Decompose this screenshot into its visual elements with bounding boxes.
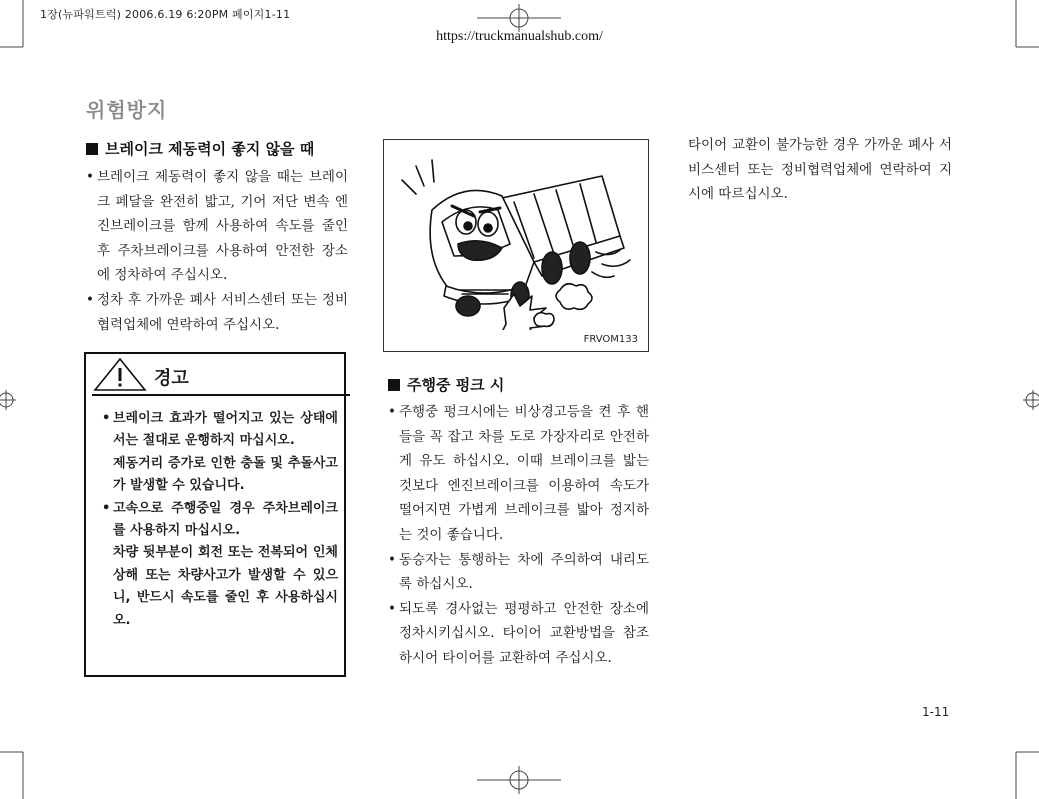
warning-item-detail: 제동거리 증가로 인한 충돌 및 추돌사고가 발생할 수 있습니다.: [113, 455, 338, 494]
warning-header: [92, 358, 338, 394]
warning-item-text: 고속으로 주행중일 경우 주차브레이크를 사용하지 마십시오.: [113, 500, 338, 539]
warning-box: [84, 352, 346, 677]
list-item: • 동승자는 통행하는 차에 주의하여 내리도록 하십시오.: [388, 548, 649, 597]
warning-divider: [92, 394, 350, 396]
list-item: • 주행중 펑크시에는 비상경고등을 켠 후 핸들을 꼭 잡고 차를 도로 가장자리로 안전하게 유도 하십시오. 이때 브레이크를 밟는 것보다 엔진브레이크를 이용하여 속도가 떨어지면 가볍게 브레이크를 밟아 정지하는 것이 좋습니다.: [388, 400, 649, 548]
flat-tire-section: [388, 374, 649, 671]
list-item: [102, 408, 338, 498]
warning-item-detail: 차량 뒷부분이 회전 또는 전복되어 인체상해 또는 차량사고가 발생할 수 있으니, 반드시 속도를 줄인 후 사용하십시오.: [113, 545, 338, 628]
warning-list: [102, 408, 338, 632]
warning-triangle-icon: [92, 358, 148, 392]
flat-tire-bullets: [388, 400, 649, 671]
tire-change-note: 타이어 교환이 불가능한 경우 가까운 폐사 서비스센터 또는 정비협력업체에 연락하여 지시에 따르십시오.: [688, 137, 952, 203]
brake-section: [86, 138, 348, 337]
list-item: • 브레이크 제동력이 좋지 않을 때는 브레이크 페달을 완전히 밟고, 기어 저단 변속 엔진브레이크를 함께 사용하여 속도를 줄인후 주차브레이크를 사용하여 안전한 장소에 정차하여 주십시오.: [86, 165, 348, 288]
brake-heading: 브레이크 제동력이 좋지 않을 때: [86, 138, 348, 159]
square-bullet-icon: [388, 379, 400, 391]
brake-bullets: [86, 165, 348, 337]
skidding-truck-illustration: [384, 140, 648, 330]
square-bullet-icon: [86, 143, 98, 155]
section-title: 위험방지: [86, 98, 168, 122]
warning-title: 경고: [154, 368, 189, 389]
page-number: 1-11: [922, 705, 950, 719]
list-item: • 정차 후 가까운 폐사 서비스센터 또는 정비협력업체에 연락하여 주십시오.: [86, 288, 348, 337]
file-stamp: 1장(뉴파워트럭) 2006.6.19 6:20PM 페이지1-11: [40, 8, 291, 21]
list-item: [102, 498, 338, 632]
source-url: https://truckmanualshub.com/: [436, 29, 603, 44]
figure-caption: FRVOM133: [583, 334, 638, 345]
list-item: • 되도록 경사없는 평평하고 안전한 장소에 정차시키십시오. 타이어 교환방법을 참조하시어 타이어를 교환하여 주십시오.: [388, 597, 649, 671]
warning-item-text: 브레이크 효과가 떨어지고 있는 상태에서는 절대로 운행하지 마십시오.: [113, 411, 338, 449]
figure-box: [383, 139, 649, 352]
flat-tire-heading: 주행중 펑크 시: [388, 374, 649, 395]
